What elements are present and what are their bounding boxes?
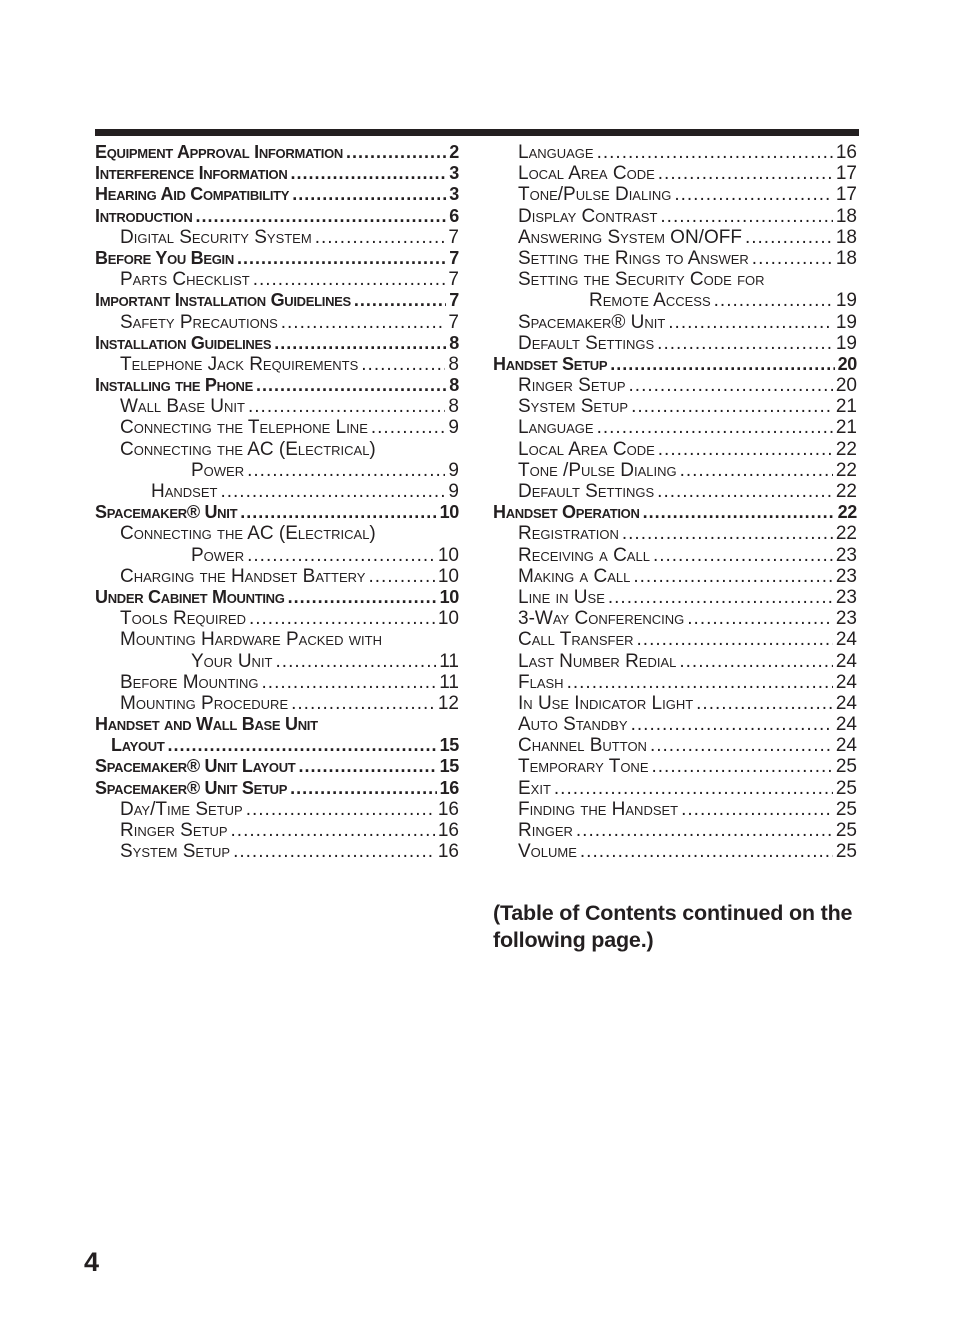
toc-entry-title: Wall Base Unit — [120, 396, 245, 418]
toc-entry-title: Language — [518, 142, 594, 163]
toc-entry — [95, 608, 459, 629]
dot-leader — [256, 375, 446, 396]
toc-entry-title: Day/Time Setup — [120, 798, 243, 820]
toc-entry — [493, 778, 857, 799]
toc-entry — [493, 375, 857, 396]
toc-entry-title: Call Transfer — [518, 629, 634, 651]
toc-entry-page: 8 — [449, 332, 459, 353]
dot-leader — [660, 206, 832, 227]
toc-entry-title: Default Settings — [518, 481, 655, 502]
toc-entry-title: Hearing Aid Compatibility — [95, 184, 290, 205]
toc-entry — [95, 820, 459, 841]
toc-entry-title: Equipment Approval Information — [95, 142, 343, 162]
toc-entry-title: Tools Required — [120, 608, 246, 630]
dot-leader — [248, 396, 445, 417]
toc-entry — [493, 354, 857, 375]
toc-entry-page: 21 — [835, 417, 857, 439]
toc-entry-page: 7 — [449, 247, 459, 268]
toc-column-left — [95, 142, 459, 862]
toc-entry-page: 7 — [449, 290, 459, 311]
dot-leader — [233, 841, 435, 862]
dot-leader — [346, 142, 446, 163]
toc-entry-page: 8 — [448, 353, 459, 375]
dot-leader — [290, 163, 446, 184]
toc-entry-title: Power — [191, 459, 245, 481]
toc-entry-title: Ringer — [518, 820, 573, 841]
toc-entry — [493, 290, 857, 311]
toc-entry — [493, 269, 857, 290]
toc-entry-page: 3 — [449, 163, 459, 184]
toc-entry-page: 22 — [835, 459, 857, 481]
toc-entry — [95, 672, 459, 693]
toc-entry-title: Connecting the AC (Electrical) — [120, 523, 376, 545]
toc-entry-page: 8 — [449, 375, 459, 396]
toc-entry-title: Answering System ON/OFF — [518, 226, 742, 248]
toc-entry-title: Making a Call — [518, 565, 631, 587]
toc-entry — [95, 841, 459, 862]
toc-entry — [493, 439, 857, 460]
dot-leader — [240, 502, 436, 523]
toc-entry-page: 7 — [448, 269, 459, 291]
toc-entry-title: Introduction — [95, 205, 193, 226]
toc-entry-title: Spacemaker® Unit Setup — [95, 777, 288, 798]
toc-entry — [95, 460, 459, 481]
toc-entry-page: 19 — [835, 311, 857, 333]
toc-entry — [95, 714, 459, 735]
toc-entry — [95, 375, 459, 396]
toc-entry — [95, 481, 459, 502]
dot-leader — [687, 608, 833, 629]
toc-entry-page: 24 — [835, 714, 857, 736]
toc-entry — [493, 227, 857, 248]
toc-entry-title: Channel Button — [518, 735, 647, 757]
toc-entry — [493, 672, 857, 693]
toc-entry — [493, 587, 857, 608]
toc-entry — [493, 841, 857, 862]
dot-leader — [249, 608, 435, 629]
toc-entry-page: 18 — [835, 226, 857, 248]
toc-entry — [95, 163, 459, 184]
toc-entry-page: 15 — [439, 756, 459, 777]
toc-entry — [493, 799, 857, 820]
dot-leader — [714, 290, 833, 311]
dot-leader — [668, 312, 833, 333]
toc-entry-page: 25 — [835, 841, 857, 863]
toc-entry-title: Handset Setup — [493, 353, 608, 374]
toc-entry-page: 25 — [835, 798, 857, 820]
toc-entry-page: 16 — [437, 820, 459, 841]
toc-entry-page: 20 — [837, 353, 857, 374]
toc-entry-title: Before You Begin — [95, 247, 234, 268]
toc-entry — [95, 333, 459, 354]
toc-entry-title: Mounting Procedure — [120, 692, 289, 714]
toc-entry-title: Receiving a Call — [518, 544, 650, 566]
dot-leader — [276, 651, 437, 672]
dot-leader — [597, 142, 833, 163]
toc-entry-title: Spacemaker® Unit Layout — [95, 756, 296, 777]
toc-column-right — [493, 142, 857, 862]
toc-entry — [493, 820, 857, 841]
toc-entry-page: 15 — [439, 735, 459, 756]
dot-leader — [696, 693, 833, 714]
toc-entry — [95, 206, 459, 227]
toc-entry-page: 17 — [835, 163, 857, 185]
dot-leader — [631, 396, 833, 417]
dot-leader — [315, 227, 446, 248]
toc-entry-title: Spacemaker® Unit — [518, 311, 666, 333]
toc-entry — [95, 566, 459, 587]
toc-entry-title: Handset — [151, 481, 218, 502]
toc-entry-title: Handset Operation — [493, 502, 640, 523]
toc-entry — [95, 629, 459, 650]
toc-entry-page: 8 — [448, 396, 459, 418]
toc-entry-title: Line in Use — [518, 586, 605, 608]
toc-entry-page: 22 — [837, 502, 857, 523]
toc-entry-title: Auto Standby — [518, 714, 628, 736]
toc-entry-page: 9 — [448, 459, 459, 481]
continued-note: (Table of Contents continued on the following page.) — [493, 901, 853, 952]
toc-entry — [493, 184, 857, 205]
dot-leader — [281, 312, 446, 333]
toc-entry-page: 10 — [437, 608, 459, 630]
dot-leader — [231, 820, 435, 841]
toc-entry-page: 16 — [835, 142, 857, 163]
dot-leader — [237, 248, 446, 269]
toc-entry-title: Exit — [518, 777, 551, 799]
dot-leader — [745, 227, 833, 248]
dot-leader — [679, 651, 832, 672]
toc-entry-title: In Use Indicator Light — [518, 692, 694, 714]
dot-leader — [637, 629, 833, 650]
toc-entry — [95, 227, 459, 248]
dot-leader — [752, 248, 833, 269]
toc-entry — [493, 502, 857, 523]
toc-entry — [95, 756, 459, 777]
dot-leader — [195, 206, 446, 227]
dot-leader — [650, 735, 833, 756]
dot-leader — [633, 566, 832, 587]
toc-entry-page: 7 — [448, 311, 459, 333]
toc-entry — [493, 417, 857, 438]
toc-entry-page: 23 — [835, 586, 857, 608]
dot-leader — [643, 502, 835, 523]
toc-entry-title: 3-Way Conferencing — [518, 608, 685, 630]
dot-leader — [567, 672, 833, 693]
dot-leader — [657, 481, 833, 502]
dot-leader — [554, 778, 833, 799]
toc-entry-title: Remote Access — [589, 290, 711, 312]
toc-entry-title: Handset and Wall Base Unit — [95, 714, 318, 735]
toc-entry-title: Last Number Redial — [518, 650, 677, 672]
toc-entry-title: Registration — [518, 523, 619, 545]
toc-entry-title: Installation Guidelines — [95, 332, 272, 353]
toc-entry-title: Volume — [518, 841, 577, 863]
toc-entry-page: 23 — [835, 608, 857, 630]
toc-entry-title: Before Mounting — [120, 671, 259, 693]
toc-entry — [95, 502, 459, 523]
toc-entry — [95, 354, 459, 375]
toc-entry — [493, 396, 857, 417]
toc-entry — [493, 312, 857, 333]
toc-entry — [95, 184, 459, 205]
dot-leader — [288, 587, 437, 608]
toc-entry — [493, 163, 857, 184]
toc-entry-title: Default Settings — [518, 332, 655, 354]
toc-entry-title: Local Area Code — [518, 163, 655, 185]
toc-entry-title: Your Unit — [191, 650, 273, 672]
toc-entry — [95, 778, 459, 799]
toc-entry — [493, 735, 857, 756]
toc-entry — [493, 608, 857, 629]
toc-entry — [95, 269, 459, 290]
page-number: 4 — [84, 1247, 100, 1277]
dot-leader — [629, 375, 833, 396]
toc-entry-page: 19 — [835, 290, 857, 312]
dot-leader — [274, 333, 446, 354]
dot-leader — [597, 417, 833, 438]
toc-entry-title: Language — [518, 417, 594, 439]
toc-entry-title: Parts Checklist — [120, 269, 250, 291]
toc-entry-title: Layout — [111, 735, 165, 756]
toc-entry-page: 17 — [835, 184, 857, 206]
toc-entry-page: 16 — [437, 841, 459, 863]
toc-entry — [95, 142, 459, 163]
dot-leader — [658, 439, 833, 460]
toc-entry-title: Temporary Tone — [518, 756, 649, 778]
toc-entry-page: 18 — [835, 247, 857, 269]
dot-leader — [354, 290, 446, 311]
toc-entry-page: 10 — [439, 502, 459, 523]
toc-entry — [95, 693, 459, 714]
toc-entry-title: Telephone Jack Requirements — [120, 353, 359, 375]
dot-leader — [292, 184, 446, 205]
toc-entry — [95, 417, 459, 438]
toc-entry — [493, 756, 857, 777]
toc-entry-page: 23 — [835, 544, 857, 566]
toc-entry-title: System Setup — [120, 841, 231, 863]
toc-entry-title: Under Cabinet Mounting — [95, 586, 285, 607]
dot-leader — [291, 693, 435, 714]
toc-entry — [95, 587, 459, 608]
toc-entry — [493, 629, 857, 650]
toc-entry — [95, 545, 459, 566]
toc-entry-page: 3 — [449, 184, 459, 205]
toc-entry — [95, 439, 459, 460]
toc-entry — [95, 651, 459, 672]
dot-leader — [681, 799, 833, 820]
toc-entry-title: Installing the Phone — [95, 375, 253, 396]
toc-entry — [493, 248, 857, 269]
toc-entry-title: Tone /Pulse Dialing — [518, 459, 677, 481]
toc-entry-page: 20 — [835, 375, 857, 397]
toc-entry-page: 2 — [449, 142, 459, 162]
toc-entry — [493, 714, 857, 735]
toc-entry-title: Local Area Code — [518, 438, 655, 460]
toc-entry-page: 11 — [439, 671, 459, 693]
dot-leader — [253, 269, 446, 290]
toc-entry-page: 7 — [448, 226, 459, 248]
toc-entry — [95, 312, 459, 333]
toc-entry-page: 24 — [835, 692, 857, 714]
dot-leader — [247, 460, 445, 481]
toc-entry-page: 11 — [439, 650, 459, 672]
toc-entry — [493, 333, 857, 354]
toc-entry — [95, 799, 459, 820]
toc-entry-page: 22 — [835, 523, 857, 545]
toc-entry — [493, 206, 857, 227]
dot-leader — [653, 545, 833, 566]
toc-entry — [493, 651, 857, 672]
dot-leader — [674, 184, 833, 205]
toc-entry-title: Ringer Setup — [518, 375, 626, 397]
dot-leader — [680, 460, 833, 481]
toc-entry-page: 16 — [437, 798, 459, 820]
toc-entry-page: 9 — [448, 417, 459, 439]
dot-leader — [610, 354, 834, 375]
toc-entry-page: 21 — [835, 396, 857, 418]
dot-leader — [576, 820, 833, 841]
toc-entry-page: 24 — [835, 629, 857, 651]
toc-entry — [493, 693, 857, 714]
toc-entry-page: 22 — [835, 481, 857, 502]
toc-entry-page: 25 — [835, 820, 857, 841]
dot-leader — [247, 545, 435, 566]
dot-leader — [262, 672, 437, 693]
toc-entry-page: 12 — [437, 692, 459, 714]
dot-leader — [246, 799, 435, 820]
toc-entry-page: 6 — [449, 205, 459, 226]
dot-leader — [580, 841, 833, 862]
toc-entry-page: 25 — [835, 777, 857, 799]
toc-entry-title: Charging the Handset Battery — [120, 565, 366, 587]
toc-entry-title: Digital Security System — [120, 226, 312, 248]
dot-leader — [290, 778, 436, 799]
toc-entry-page: 24 — [835, 671, 857, 693]
toc-entry — [95, 396, 459, 417]
toc-entry-page: 10 — [437, 565, 459, 587]
toc-entry-title: Safety Precautions — [120, 311, 278, 333]
toc-entry — [493, 142, 857, 163]
dot-leader — [608, 587, 833, 608]
toc-entry-title: Setting the Security Code for — [518, 269, 765, 291]
toc-entry — [493, 566, 857, 587]
toc-entry-page: 25 — [835, 756, 857, 778]
toc-entry-page: 9 — [448, 481, 459, 502]
dot-leader — [361, 354, 445, 375]
toc-entry-title: Ringer Setup — [120, 820, 228, 841]
toc-entry-title: Spacemaker® Unit — [95, 502, 238, 523]
toc-entry-title: Finding the Handset — [518, 798, 679, 820]
header-rule — [95, 129, 859, 136]
dot-leader — [168, 735, 437, 756]
toc-entry-page: 19 — [835, 332, 857, 354]
dot-leader — [651, 756, 832, 777]
toc-entry-title: Mounting Hardware Packed with — [120, 629, 382, 651]
toc-entry — [95, 248, 459, 269]
toc-entry-title: Interference Information — [95, 163, 288, 184]
dot-leader — [298, 756, 436, 777]
toc-entry-title: Display Contrast — [518, 205, 658, 227]
toc-entry-page: 23 — [835, 565, 857, 587]
toc-entry-title: Tone/Pulse Dialing — [518, 184, 672, 206]
dot-leader — [631, 714, 833, 735]
dot-leader — [371, 417, 446, 438]
toc-entry-title: Connecting the AC (Electrical) — [120, 438, 376, 460]
dot-leader — [622, 523, 833, 544]
toc-entry — [493, 481, 857, 502]
toc-entry-title: Connecting the Telephone Line — [120, 417, 368, 439]
toc-entry-page: 18 — [835, 205, 857, 227]
dot-leader — [658, 163, 833, 184]
toc-entry — [493, 523, 857, 544]
toc-entry — [493, 545, 857, 566]
toc-entry-title: System Setup — [518, 396, 629, 418]
toc-entry-page: 22 — [835, 438, 857, 460]
toc-entry — [95, 523, 459, 544]
dot-leader — [220, 481, 445, 502]
toc-entry-title: Flash — [518, 671, 564, 693]
toc-entry — [493, 460, 857, 481]
dot-leader — [657, 333, 833, 354]
toc-entry-page: 10 — [437, 544, 459, 566]
toc-entry — [95, 735, 459, 756]
toc-entry-page: 10 — [439, 586, 459, 607]
toc-entry — [95, 290, 459, 311]
dot-leader — [368, 566, 434, 587]
toc-entry-page: 16 — [439, 777, 459, 798]
toc-entry-page: 24 — [835, 735, 857, 757]
toc-entry-title: Setting the Rings to Answer — [518, 247, 749, 269]
toc-entry-page: 24 — [835, 650, 857, 672]
toc-entry-title: Power — [191, 544, 245, 566]
toc-entry-title: Important Installation Guidelines — [95, 290, 351, 311]
